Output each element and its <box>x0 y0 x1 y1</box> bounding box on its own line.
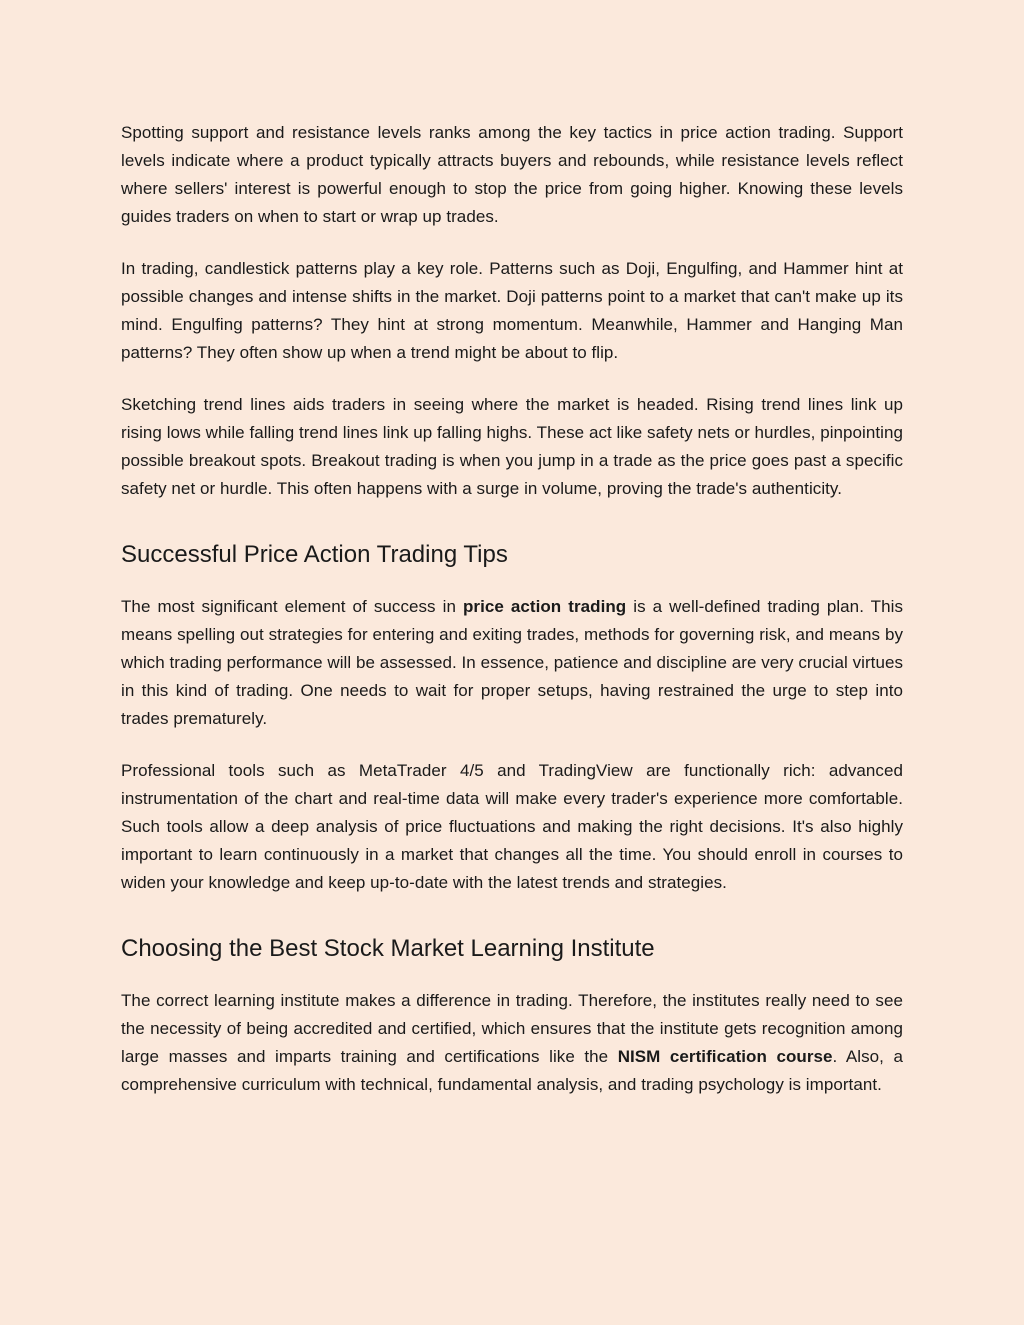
paragraph-trend-lines: Sketching trend lines aids traders in seeing where the market is headed. Rising trend lines link up rising lows while falling trend lines link up falling highs. These act like safety nets or hurdles, pinpointing possible breakout spots. Breakout trading is when you jump in a trade as the price goes past a specific safety net or hurdle. This often happens with a surge in volume, proving the trade's authenticity. <box>121 395 903 498</box>
paragraph-candlestick-patterns: In trading, candlestick patterns play a key role. Patterns such as Doji, Engulfing, and Hammer hint at possible changes and intense shifts in the market. Doji patterns point to a market that can't make up its mind. Engulfing patterns? They hint at strong momentum. Meanwhile, Hammer and Hanging Man patterns? They often show up when a trend might be about to flip. <box>121 259 903 362</box>
section-heading-trading-tips: Successful Price Action Trading Tips <box>121 541 508 568</box>
section-heading-learning-institute: Choosing the Best Stock Market Learning Institute <box>121 935 655 962</box>
bold-keyword-price-action-trading: price action trading <box>462 597 627 616</box>
text-segment: The most significant element of success in <box>121 597 463 616</box>
paragraph-trading-plan <box>121 593 903 733</box>
text-segment: is a well-defined trading plan. This means spelling out strategies for entering and exiting trades, methods for governing risk, and means by which trading performance will be assessed. In essence, patience and discipline are very crucial virtues in this kind of trading. One needs to wait for proper setups, having restrained the urge to step into trades prematurely. <box>121 597 903 728</box>
text-segment: The correct learning institute makes a difference in trading. Therefore, the institutes really need to see the necessity of being accredited and certified, which ensures that the institute gets recognition among large masses and imparts training and certifications like the <box>121 991 903 1066</box>
paragraph-support-resistance: Spotting support and resistance levels ranks among the key tactics in price action trading. Support levels indicate where a product typically attracts buyers and rebounds, while resistance levels reflect where sellers' interest is powerful enough to stop the price from going higher. Knowing these levels guides traders on when to start or wrap up trades. <box>121 123 903 226</box>
paragraph-professional-tools: Professional tools such as MetaTrader 4/5 and TradingView are functionally rich: advanced instrumentation of the chart and real-time data will make every trader's experience more comfortable. Such tools allow a deep analysis of price fluctuations and making the right decisions. It's also highly important to learn continuously in a market that changes all the time. You should enroll in courses to widen your knowledge and keep up-to-date with the latest trends and strategies. <box>121 761 903 892</box>
text-segment: . Also, a comprehensive curriculum with technical, fundamental analysis, and trading psychology is important. <box>121 1047 903 1094</box>
paragraph-learning-institute <box>121 987 903 1099</box>
bold-keyword-nism-course: NISM certification course <box>617 1047 833 1066</box>
